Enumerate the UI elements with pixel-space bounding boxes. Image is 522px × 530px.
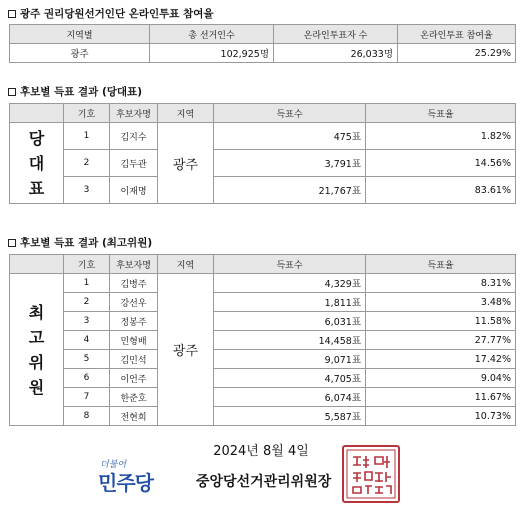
cell-rate: 3.48% [366,293,516,312]
cell-name: 김지수 [110,123,158,150]
cell-votes: 475표 [214,123,366,150]
table-row [10,312,516,331]
cell-rate: 1.82% [366,123,516,150]
cell-no: 2 [64,150,110,177]
cell-name: 김두관 [110,150,158,177]
header-rate: 온라인투표 참여율 [398,25,516,44]
leader-results-table [9,103,516,204]
cell-no: 1 [64,123,110,150]
cell-name: 이언주 [110,369,158,388]
header-votes: 득표수 [214,255,366,274]
table-row [10,44,516,63]
header-rate: 득표율 [366,104,516,123]
header-region: 지역 [158,104,214,123]
cell-votes: 21,767표 [214,177,366,204]
cell-region: 광주 [158,274,214,426]
header-online-voters: 온라인투표자 수 [274,25,398,44]
cell-rate: 27.77% [366,331,516,350]
section2-title [8,84,142,99]
leader-side-label: 당 대 표 [10,123,64,204]
table-row [10,293,516,312]
header-region: 지역 [158,255,214,274]
square-bullet-icon [8,239,16,247]
cell-name: 한준호 [110,388,158,407]
logo-tagline: 더불어 [100,460,127,470]
council-side-label: 최 고 위 원 [10,274,64,426]
header-total-voters: 총 선거인수 [150,25,274,44]
table-row [10,369,516,388]
cell-votes: 14,458표 [214,331,366,350]
participation-table [9,24,516,63]
table-header-row [10,104,516,123]
issuing-organization: 중앙당선거관리위원장 [196,474,332,490]
square-bullet-icon [8,10,16,18]
table-row [10,177,516,204]
cell-region: 광주 [10,44,150,63]
cell-name: 강선우 [110,293,158,312]
table-header-row [10,255,516,274]
cell-rate: 14.56% [366,150,516,177]
cell-total-voters: 102,925명 [150,44,274,63]
cell-no: 8 [64,407,110,426]
cell-votes: 4,329표 [214,274,366,293]
table-row [10,123,516,150]
cell-no: 6 [64,369,110,388]
cell-rate: 17.42% [366,350,516,369]
cell-votes: 6,031표 [214,312,366,331]
cell-online-voters: 26,033명 [274,44,398,63]
cell-rate: 8.31% [366,274,516,293]
cell-no: 4 [64,331,110,350]
table-row [10,388,516,407]
cell-rate: 11.67% [366,388,516,407]
section3-title-text: 후보별 득표 결과 (최고위원) [20,237,153,249]
cell-rate: 9.04% [366,369,516,388]
cell-votes: 3,791표 [214,150,366,177]
official-seal-icon [342,445,400,503]
cell-no: 1 [64,274,110,293]
cell-name: 김민석 [110,350,158,369]
cell-no: 2 [64,293,110,312]
section2-title-text: 후보별 득표 결과 (당대표) [20,86,142,98]
header-name: 후보자명 [110,255,158,274]
table-row [10,350,516,369]
header-name: 후보자명 [110,104,158,123]
cell-no: 7 [64,388,110,407]
cell-votes: 9,071표 [214,350,366,369]
header-no: 기호 [64,104,110,123]
table-header-row [10,25,516,44]
table-row [10,274,516,293]
header-no: 기호 [64,255,110,274]
square-bullet-icon [8,88,16,96]
cell-votes: 5,587표 [214,407,366,426]
table-row [10,407,516,426]
cell-name: 정봉주 [110,312,158,331]
header-votes: 득표수 [214,104,366,123]
corner-cell [10,255,64,274]
cell-rate: 10.73% [366,407,516,426]
section1-title-text: 광주 권리당원선거인단 온라인투표 참여율 [20,8,214,20]
table-row [10,331,516,350]
cell-rate: 83.61% [366,177,516,204]
section1-title [8,6,214,21]
cell-name: 이재명 [110,177,158,204]
corner-cell [10,104,64,123]
header-rate: 득표율 [366,255,516,274]
cell-name: 김병주 [110,274,158,293]
cell-name: 민형배 [110,331,158,350]
cell-rate: 25.29% [398,44,516,63]
issue-date: 2024년 8월 4일 [213,444,309,459]
header-region: 지역별 [10,25,150,44]
cell-votes: 1,811표 [214,293,366,312]
table-row [10,150,516,177]
council-results-table [9,254,516,426]
party-logo [96,457,172,497]
cell-no: 5 [64,350,110,369]
cell-no: 3 [64,177,110,204]
cell-region: 광주 [158,123,214,204]
cell-name: 전현희 [110,407,158,426]
cell-votes: 6,074표 [214,388,366,407]
logo-name: 민주당 [98,471,153,495]
cell-no: 3 [64,312,110,331]
cell-rate: 11.58% [366,312,516,331]
section3-title [8,235,152,250]
cell-votes: 4,705표 [214,369,366,388]
